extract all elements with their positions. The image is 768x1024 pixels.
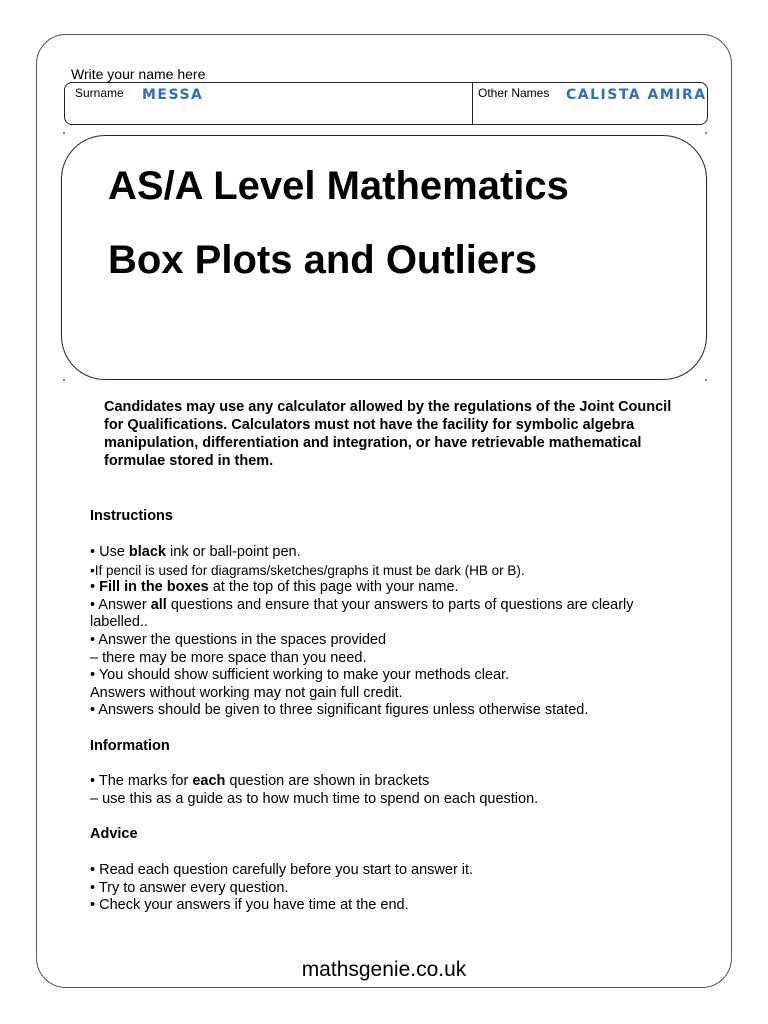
instruction-item: • Use black ink or ball-point pen. [90,544,301,560]
corner-mark [705,379,707,381]
name-prompt: Write your name here [71,66,206,82]
name-box [64,82,708,125]
surname-label: Surname [75,86,124,100]
name-divider [472,83,473,124]
instructions-list [90,544,690,720]
instruction-item: – there may be more space than you need. [90,649,367,666]
calculator-note: Candidates may use any calculator allowed by the regulations of the Joint Council for Qualifications. Calculators must not have the facility for symbolic algebra manipulation, differentiation and integration, or have retrievable mathematical formulae stored in them. [104,399,672,469]
instruction-item: • Fill in the boxes at the top of this page with your name. [90,579,459,596]
corner-mark [63,132,65,134]
information-item: • The marks for each question are shown in brackets [90,773,430,789]
instruction-item: •If pencil is used for diagrams/sketches/graphs it must be dark (HB or B). [90,562,525,578]
advice-heading: Advice [90,826,138,842]
information-heading: Information [90,738,170,754]
instruction-item: • Answer all questions and ensure that your answers to parts of questions are clearly labelled.. [90,596,634,631]
corner-mark [63,379,65,381]
instruction-item: • Answer the questions in the spaces provided [90,631,387,648]
information-item: – use this as a guide as to how much time to spend on each question. [90,790,539,807]
footer-website: mathsgenie.co.uk [301,958,467,981]
paper-subtitle: Box Plots and Outliers [108,238,537,282]
instruction-item: • Answers should be given to three significant figures unless otherwise stated. [90,702,589,719]
information-list [90,773,690,808]
advice-item: • Read each question carefully before you start to answer it. [90,862,474,878]
advice-item: • Try to answer every question. [90,879,289,896]
advice-list [90,862,690,915]
paper-title: AS/A Level Mathematics [108,164,569,208]
other-names-field[interactable]: CALISTA AMIRA [566,87,707,103]
corner-mark [705,132,707,134]
instruction-item: • You should show sufficient working to make your methods clear. [90,667,510,684]
other-names-label: Other Names [478,86,550,100]
instructions-heading: Instructions [90,508,173,524]
surname-field[interactable]: MESSA [142,87,204,103]
advice-item: • Check your answers if you have time at the end. [90,897,409,914]
instruction-item: Answers without working may not gain full credit. [90,684,403,701]
